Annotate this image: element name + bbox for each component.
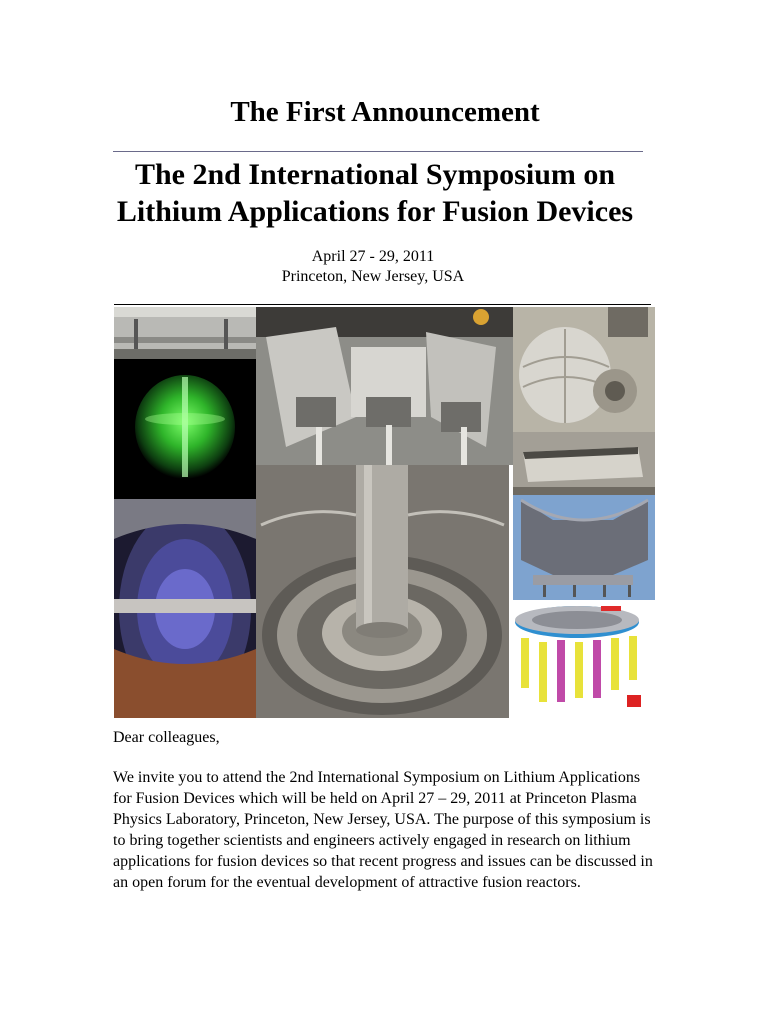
spherical-component-photo (513, 307, 655, 432)
lithium-ring-render (509, 600, 655, 718)
symposium-title-line1: The 2nd International Symposium on (134, 158, 616, 191)
letter-paragraph: We invite you to attend the 2nd International Symposium on Lithium Applications for Fusion Devices which will be held on April 27 – 29, 2011 at Princeton Plasma Physics Laboratory, Princeton, New Jersey, USA. The purpose of this symposium is to bring together scientists and engineers actively engaged in research on lithium applications for fusion devices so that recent progress and issues can be discussed in an open forum for the eventual development of attractive fusion reactors. (113, 769, 653, 891)
letter-greeting: Dear colleagues, (113, 729, 220, 746)
fusion-plasma-photo (114, 359, 256, 499)
announcement-heading: The First Announcement (230, 96, 540, 128)
divertor-module-render (513, 495, 655, 600)
photo-collage (114, 307, 655, 718)
event-date: April 27 - 29, 2011 (311, 248, 435, 265)
title-divider (113, 151, 643, 152)
event-location: Princeton, New Jersey, USA (281, 268, 465, 285)
vacuum-vessel-interior-photo (256, 465, 509, 718)
symposium-title-line2: Lithium Applications for Fusion Devices (116, 195, 634, 228)
symposium-title (0, 156, 750, 230)
header-divider (114, 304, 651, 305)
vessel-interior-photo (114, 499, 256, 718)
lithium-tray-photo (513, 432, 655, 495)
equipment-strip-photo (114, 307, 256, 359)
lithium-tray-assembly-photo (256, 307, 513, 465)
